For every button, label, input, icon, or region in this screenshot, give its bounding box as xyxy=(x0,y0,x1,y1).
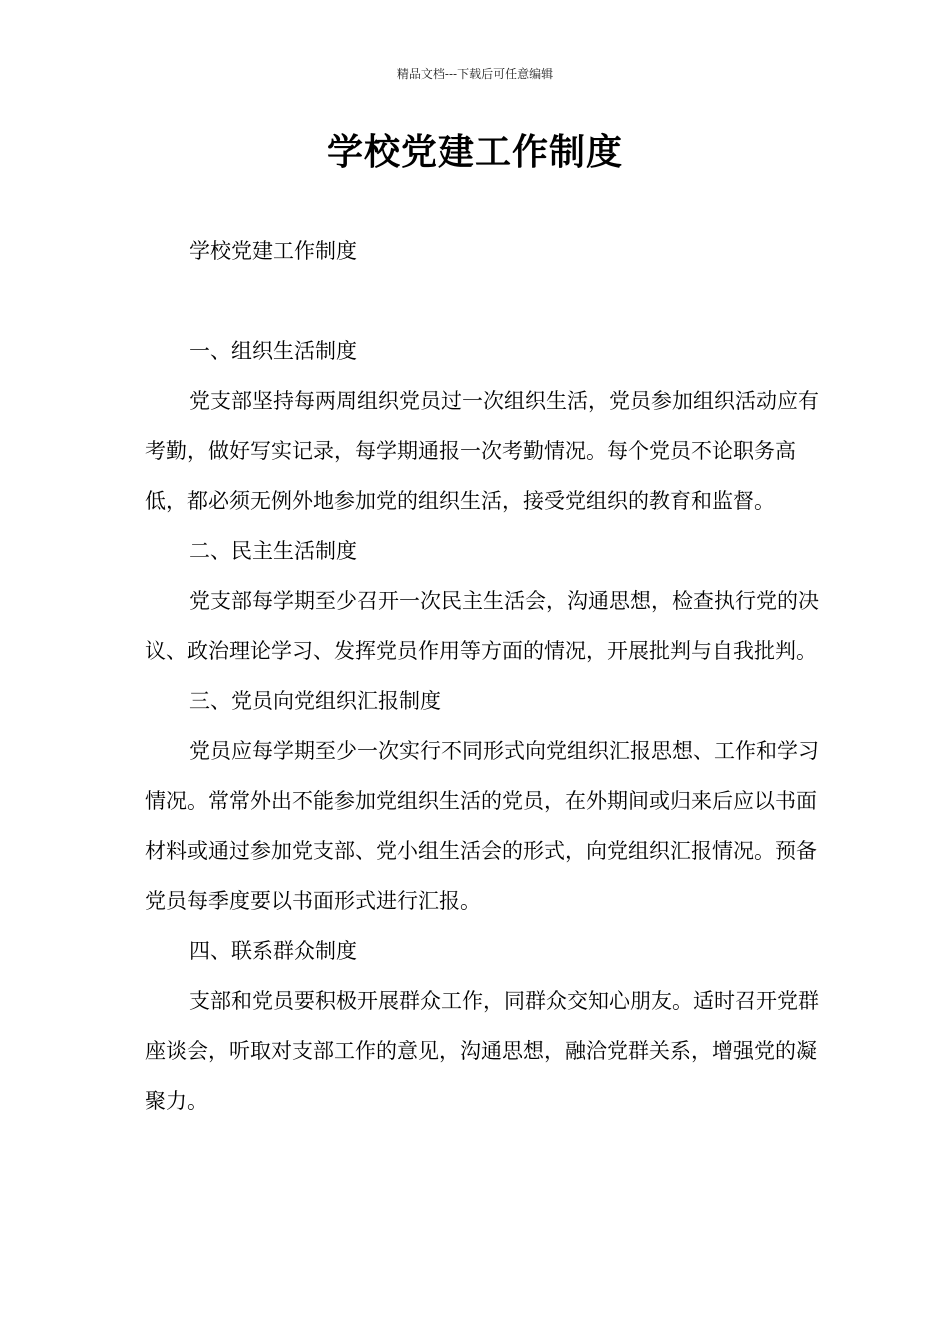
section-paragraph-4: 支部和党员要积极开展群众工作，同群众交知心朋友。适时召开党群座谈会，听取对支部工作的意见，沟通思想，融洽党群关系，增强党的凝聚力。 xyxy=(145,989,819,1113)
page-title: 学校党建工作制度 xyxy=(326,131,623,173)
section-paragraph-1: 党支部坚持每两周组织党员过一次组织生活，党员参加组织活动应有考勤，做好写实记录，每学期通报一次考勤情况。每个党员不论职务高低，都必须无例外地参加党的组织生活，接受党组织的教育和监督。 xyxy=(145,389,819,513)
section-heading-3: 三、党员向党组织汇报制度 xyxy=(189,689,441,713)
document-body xyxy=(145,326,825,1126)
section-heading-2: 二、民主生活制度 xyxy=(189,539,357,563)
section-paragraph-3: 党员应每学期至少一次实行不同形式向党组织汇报思想、工作和学习情况。常常外出不能参加党组织生活的党员，在外期间或归来后应以书面材料或通过参加党支部、党小组生活会的形式，向党组织汇报情况。预备党员每季度要以书面形式进行汇报。 xyxy=(145,739,819,913)
section-heading-1: 一、组织生活制度 xyxy=(189,339,357,363)
document-subtitle: 学校党建工作制度 xyxy=(189,239,357,263)
header-note: 精品文档---下载后可任意编辑 xyxy=(396,67,554,81)
section-paragraph-2: 党支部每学期至少召开一次民主生活会，沟通思想，检查执行党的决议、政治理论学习、发挥党员作用等方面的情况，开展批判与自我批判。 xyxy=(145,589,819,663)
section-heading-4: 四、联系群众制度 xyxy=(189,939,357,963)
